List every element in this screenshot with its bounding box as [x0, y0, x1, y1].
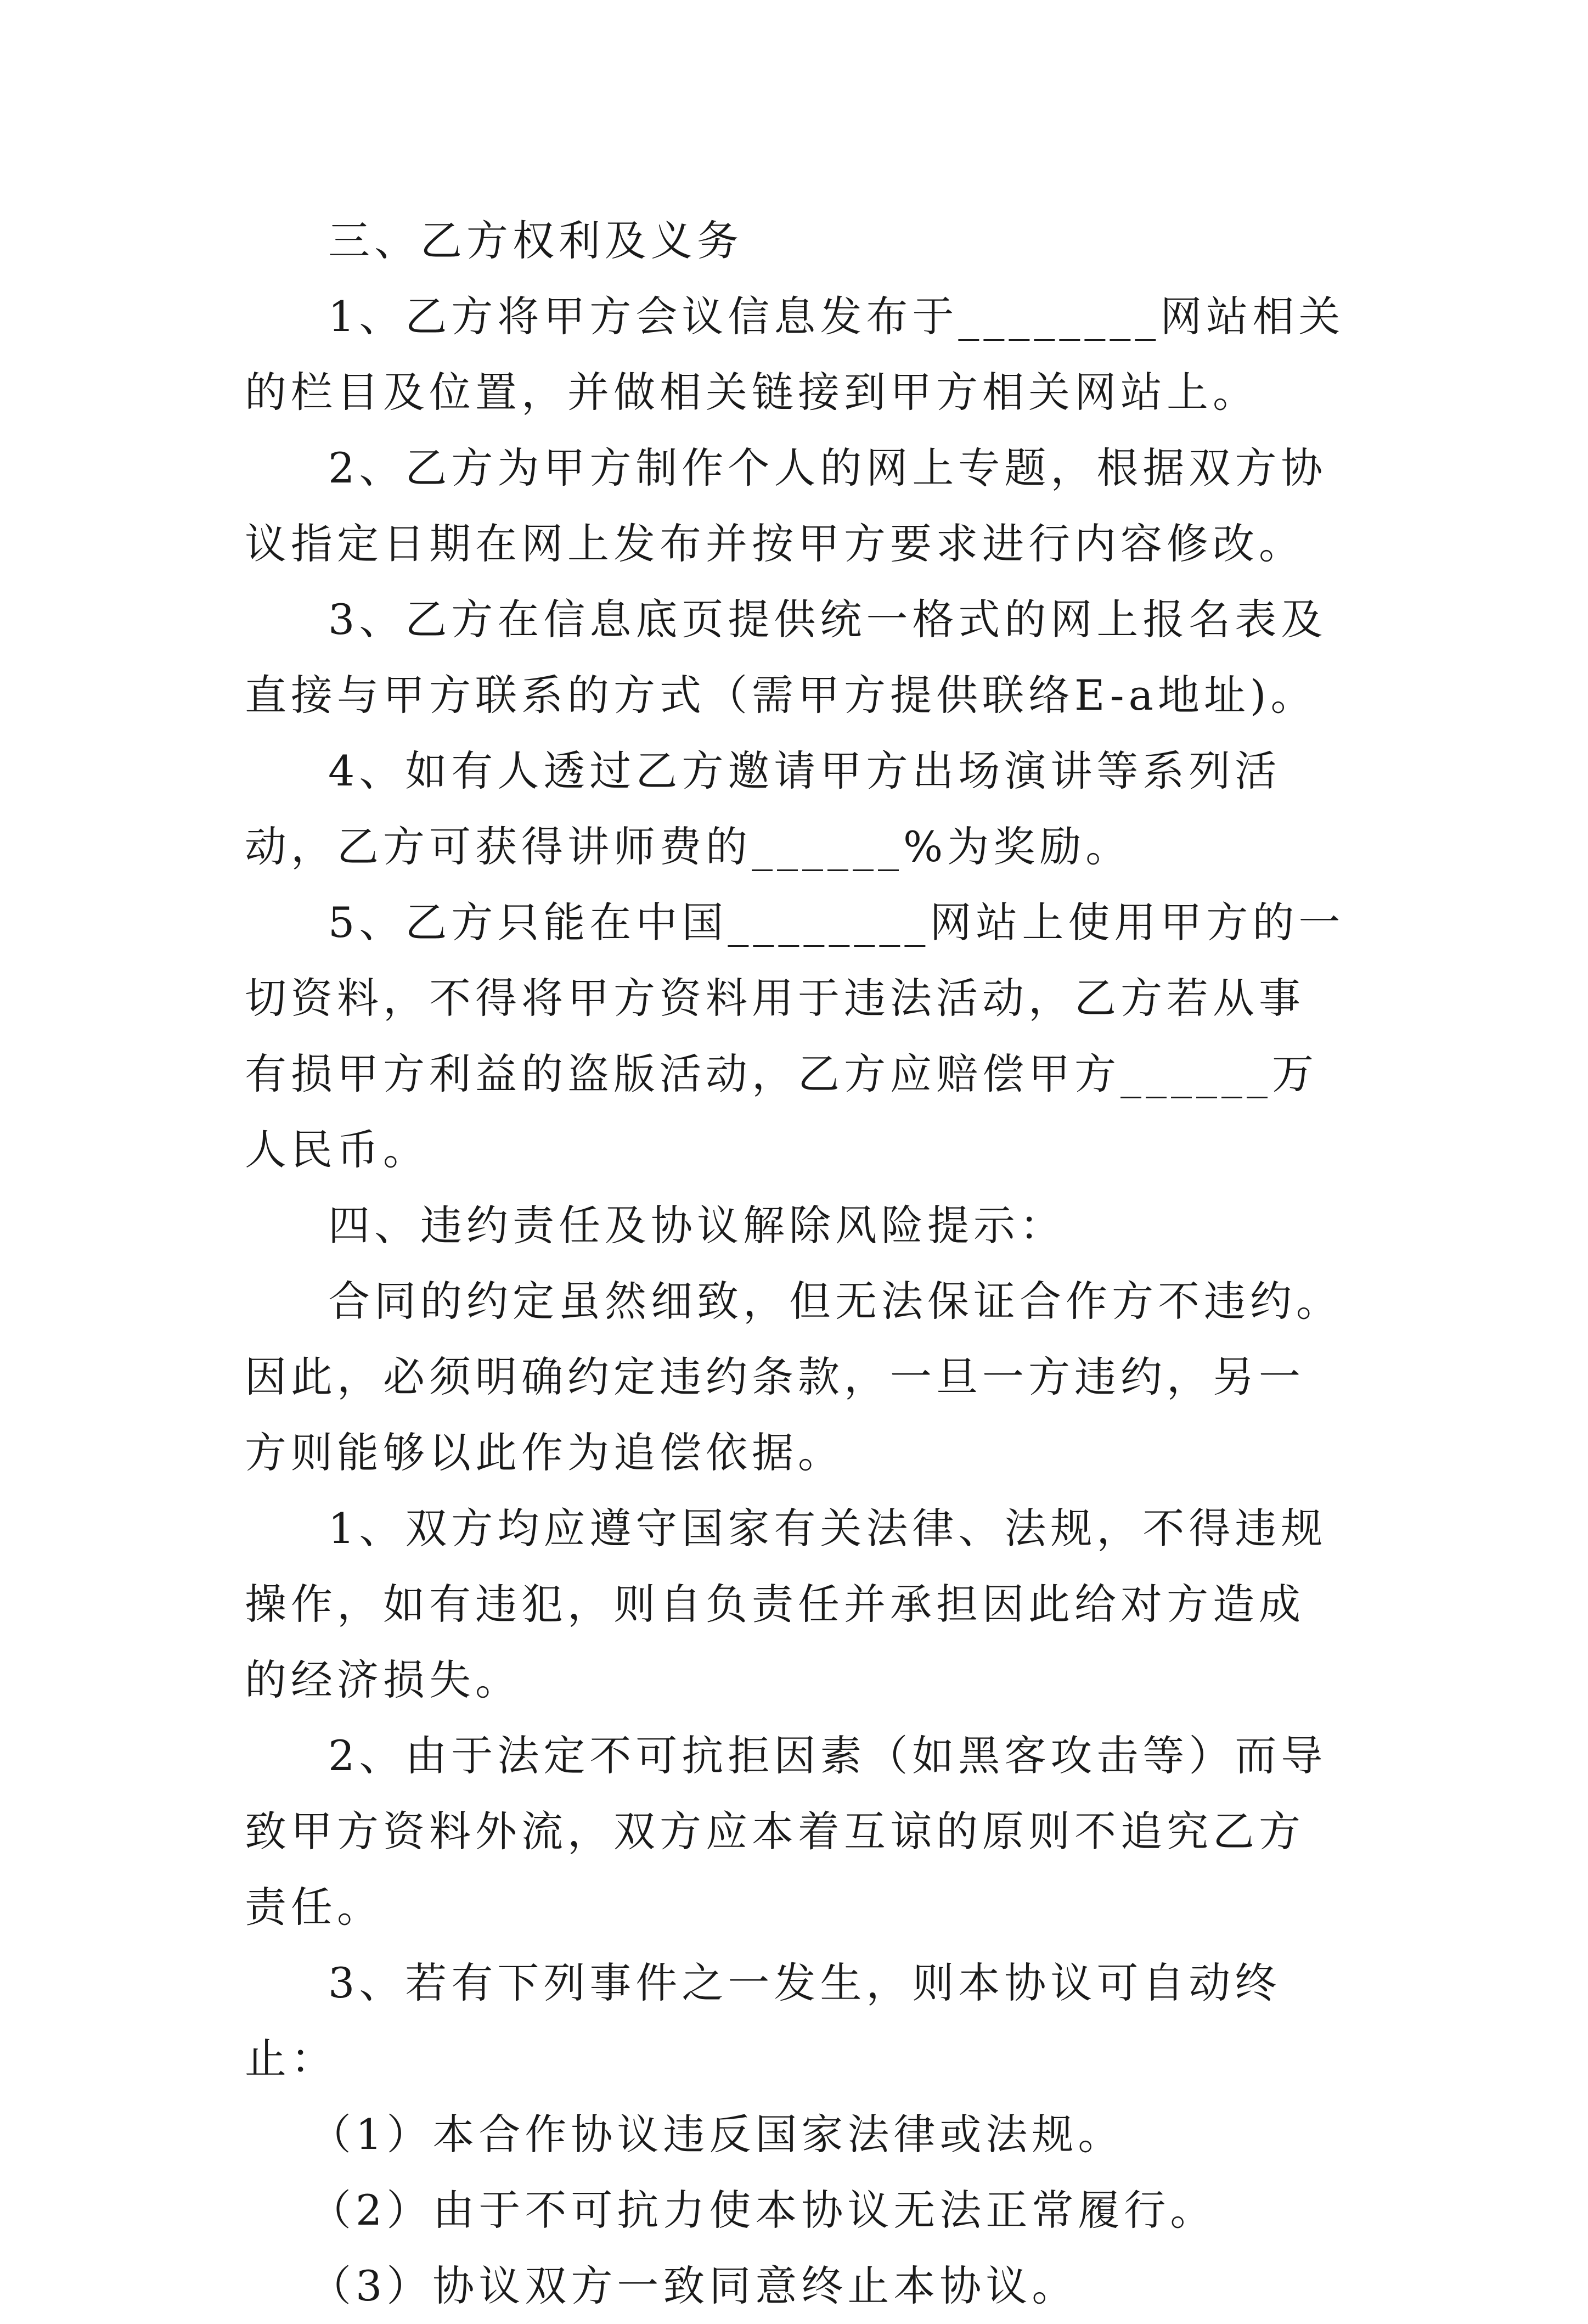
section-3-item-4: 4、如有人透过乙方邀请甲方出场演讲等系列活动，乙方可获得讲师费的______%为奖励。: [245, 746, 1281, 871]
section-3-heading: 三、乙方权利及义务: [328, 216, 743, 265]
section-4-heading: 四、违约责任及协议解除风险提示：: [328, 1201, 1066, 1250]
section-3-item-1: 1、乙方将甲方会议信息发布于________网站相关的栏目及位置，并做相关链接到甲方相关网站上。: [245, 292, 1345, 417]
section-3-item-3: 3、乙方在信息底页提供统一格式的网上报名表及直接与甲方联系的方式（需甲方提供联络E-a地址)。: [245, 595, 1327, 720]
section-3-item-2: 2、乙方为甲方制作个人的网上专题，根据双方协议指定日期在网上发布并按甲方要求进行内容修改。: [245, 444, 1327, 568]
section-4-item-3-1: （1）本合作协议违反国家法律或法规。: [309, 2110, 1124, 2159]
section-4-item-3-3: （3）协议双方一致同意终止本协议。: [309, 2261, 1078, 2310]
section-4-item-3-2: （2）由于不可抗力使本协议无法正常履行。: [309, 2186, 1217, 2235]
section-3-item-5: 5、乙方只能在中国________网站上使用甲方的一切资料，不得将甲方资料用于违法活动，乙方若从事有损甲方利益的盗版活动，乙方应赔偿甲方______万人民币。: [245, 898, 1345, 1174]
document-body: [245, 203, 1348, 2324]
section-4-item-3: 3、若有下列事件之一发生，则本协议可自动终止：: [245, 1958, 1281, 2083]
section-4-item-1: 1、双方均应遵守国家有关法律、法规，不得违规操作，如有违犯，则自负责任并承担因此给对方造成的经济损失。: [245, 1504, 1327, 1704]
section-4-intro: 合同的约定虽然细致，但无法保证合作方不违约。因此，必须明确约定违约条款，一旦一方违约，另一方则能够以此作为追偿依据。: [245, 1277, 1342, 1477]
section-4-item-2: 2、由于法定不可抗拒因素（如黑客攻击等）而导致甲方资料外流，双方应本着互谅的原则不追究乙方责任。: [245, 1731, 1327, 1932]
